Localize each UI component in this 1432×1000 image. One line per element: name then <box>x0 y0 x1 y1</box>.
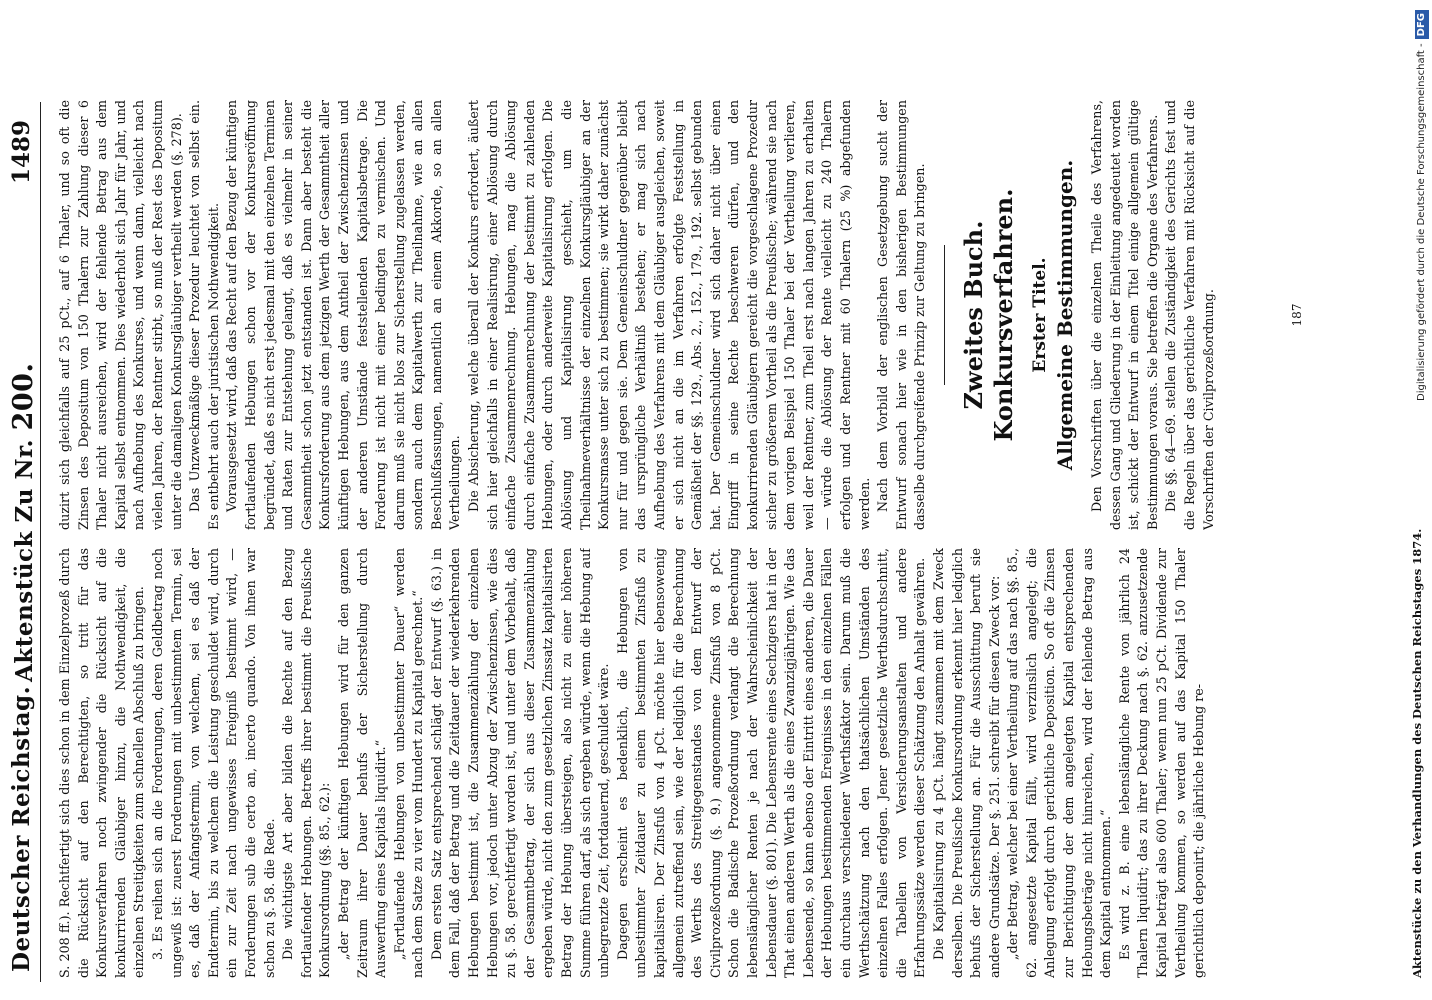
title-heading: Erster Titel. <box>1029 257 1050 373</box>
page-header <box>4 0 38 1000</box>
digitization-note <box>1412 0 1432 1000</box>
quote: „Fortlaufende Hebungen von unbestimmter Dauer“ werden nach dem Satze zu vier vom Hundert zu Kapital gerechnet.“ <box>391 548 426 978</box>
paragraph: Vorausgesetzt wird, daß das Recht auf den Bezug der künftigen fortlaufenden Hebungen schon vor der Konkurseröffnung begründet, daß es nicht erst jedesmal mit den einzelnen Terminen und Raten zur Entstehung gelangt, daß es vielmehr in seiner Gesammtheit schon jetzt entstanden ist. Dann aber besteht die Konkursforderung aus dem jetzigen Werth der Gesammtheit aller künftigen Hebungen, aus dem Antheil der Zwischenzinsen und der anderen Umstände feststellenden Kapitalsbetrage. Die Forderung ist nicht mit einer bedingten zu vermischen. Und darum muß sie nicht blos zur Sicherstellung zugelassen werden, sondern auch dem Kapitalwerth zur Theilnahme, wie an allen Beschlußfassungen, namentlich an einem Akkorde, so an allen Vertheilungen. <box>224 100 463 530</box>
page-footer: Aktenstücke zu den Verhandlungen des Deutschen Reichstages 1874. <box>1410 528 1424 978</box>
header-reference-number: 200. <box>8 362 39 431</box>
quote: „der Betrag der künftigen Hebungen wird für den ganzen Zeitraum ihrer Dauer behufs der Sicherstellung durch Auswerfung eines Kapitals liquidirt.“ <box>335 548 389 978</box>
paragraph: Nach dem Vorbild der englischen Gesetzgebung sucht der Entwurf sonach hier wie in den bisherigen Bestimmungen dasselbe durchgreifende Prinzip zur Geltung zu bringen. <box>875 100 928 530</box>
paragraph: duzirt sich gleichfalls auf 25 pCt., auf 6 Thaler, und so oft die Zinsen des Depositum von 150 Thalern zur Zahlung dieser 6 Thaler nicht ausreichen, wird der fehlende Betrag aus dem Kapital selbst entnommen. Dies wiederholt sich Jahr für Jahr, und nach Aufhebung des Konkurses, und wenn dann, vielleicht nach vielen Jahren, der Rentner stirbt, so muß der Rest des Depositum unter die damaligen Konkursgläubiger vertheilt werden (§. 278). <box>57 100 184 530</box>
paragraph: 3. Es reihen sich an die Forderungen, deren Geldbetrag noch ungewiß ist: zuerst Forderungen mit unbestimmtem Termin, sei es, daß der Anfangstermin, von welchem, sei es daß der Endtermin, bis zu welchem die Leistung geschuldet wird, durch ein zur Zeit nach ungewisses Ereigniß bestimmt wird, — Forderungen sub die certo an, incerto quando. Von ihnen war schon zu §. 58. die Rede. <box>149 548 277 978</box>
quote: „der Betrag, welcher bei einer Vertheilung auf das nach §§. 85., 62. angesetzte Kapital fällt, wird verzinslich angelegt; die Anlegung erfolgt durch gerichtliche Deposition. So oft die Zinsen zur Berichtigung der dem angelegten Kapital entsprechenden Hebungsbeträge nicht hinreichen, wird der fehlende Betrag aus dem Kapital entnommen.“ <box>1005 548 1114 978</box>
paragraph: Die wichtigste Art aber bilden die Rechte auf den Bezug fortlaufender Hebungen. Betreffs ihrer bestimmt die Preußische Konkursordnung (§§. 85., 62.): <box>280 548 333 978</box>
paragraph: Die Absicherung, welche überall der Konkurs erfordert, äußert sich hier gleichfalls in einer Realisirung, einer Ablösung durch einfache Zusammenrechnung. Hebungen, mag die Ablösung durch einfache Zusammenrechnung der bestimmt zu zahlenden Hebungen, oder durch anderweite Kapitalisirung erfolgen. Die Ablösung und Kapitalisirung geschieht, um die Theilnahmeverhältnisse der einzelnen Konkursgläubiger an der Konkursmasse unter sich zu bestimmen; sie wirkt daher zunächst nur für und gegen sie. Dem Gemeinschuldner gegenüber bleibt das ursprüngliche Verhältniß bestehen; er mag sich nach Aufhebung des Verfahrens mit dem Gläubiger ausgleichen, soweit er sich nicht an die im Verfahren erfolgte Feststellung in Gemäßheit der §§. 129., Abs. 2., 152., 179., 192. selbst gebunden hat. Der Gemeinschuldner wird sich daher nicht über einen Eingriff in seine Rechte beschweren dürfen, und den konkurrirenden Gläubigern gereicht die vorgeschlagene Prozedur sicher zu größerem Vortheil als die Preußische; während sie nach dem vorigen Beispiel 150 Thaler bei der Vertheilung verlieren, weil der Rentner, zum Theil erst nach langen Jahren zu erhalten — würde die Ablösung der Rente vielleicht zu 240 Thalern erfolgen und der Rentner mit 60 Thalern (25 %) abgefunden werden. <box>466 100 872 530</box>
left-column <box>56 548 1396 978</box>
paragraph: Die Kapitalisirung zu 4 pCt. hängt zusammen mit dem Zweck derselben. Die Preußische Konkursordnung erkennt hier lediglich behufs der Sicherstellung an. Für die Ausschüttung beruft sie andere Grundsätze. Der §. 251. schreibt für diesen Zweck vor: <box>930 548 1002 978</box>
paragraph: Dagegen erscheint es bedenklich, die Hebungen von unbestimmter Zeitdauer zu einem bestimmten Zinsfuß zu kapitalisiren. Der Zinsfuß von 4 pCt. möchte hier ebensowenig allgemein zutreffend sein, wie der lediglich für die Berechnung des Werths des Streitgegenstandes von dem Entwurf der Civilprozeßordnung (§. 9.) angenommene Zinsfuß von 8 pCt. Schon die Badische Prozeßordnung verlangt die Berechnung lebenslänglicher Renten je nach der Wahrscheinlichkeit der Lebensdauer (§. 801). Die Lebensrente eines Sechzigers hat in der That einen anderen Werth als die eines Zwanzigjährigen. Wie das Lebensende, so kann ebenso der Eintritt eines anderen, die Dauer der Hebungen bestimmenden Ereignisses in den einzelnen Fällen ein durchaus verschiedener Werthsfaktor sein. Darum muß die Werthschätzung nach den thatsächlichen Umständen des einzelnen Falles erfolgen. Jener gesetzliche Werthsdurchschnitt, die Tabellen von Versicherungsanstalten und andere Erfahrungssätze werden dieser Schätzung den Anhalt gewähren. <box>614 548 928 978</box>
right-column <box>56 100 1396 530</box>
paragraph: Dem ersten Satz entsprechend schlägt der Entwurf (§. 63.) in dem Fall, daß der Betrag und die Zeitdauer der wiederkehrenden Hebungen bestimmt ist, die Zusammenzählung der einzelnen Hebungen vor, jedoch unter Abzug der Zwischenzinsen, wie dies zu §. 58. gerechtfertigt worden ist, und unter dem Vorbehalt, daß der Gesammtbetrag, der sich aus dieser Zusammenzählung ergeben würde, nicht den zum gesetzlichen Zinssatz kapitalisirten Betrag der Hebung übersteigen, also nicht zu einer höheren Summe führen darf, als sich ergeben würde, wenn die Hebung auf unbegrenzte Zeit, fortdauernd, geschuldet wäre. <box>428 548 612 978</box>
page-number: 1489 <box>8 120 35 185</box>
paragraph: Es wird z. B. eine lebenslängliche Rente von jährlich 24 Thalern liquidirt; das zu ihrer Deckung nach §. 62. anzusetzende Kapital beträgt also 600 Thaler; wenn nun 25 pCt. Dividende zur Vertheilung kommen, so werden auf das Kapital 150 Thaler gerichtlich deponirt; die jährliche Hebung re- <box>1116 548 1207 978</box>
section-separator <box>944 245 945 385</box>
sheet-signature: 187 <box>1290 303 1304 327</box>
title-subheading: Allgemeine Bestimmungen. <box>1052 159 1077 471</box>
book-subheading: Konkursverfahren. <box>988 188 1018 442</box>
paragraph: Das Unzweckmäßige dieser Prozedur leuchtet von selbst ein. Es entbehrt auch der juristischen Nothwendigkeit. <box>187 100 221 530</box>
header-document-reference <box>8 363 39 682</box>
paragraph: Die §§. 64—69. stellen die Zuständigkeit des Gerichts fest und die Regeln über das gerichtliche Verfahren mit Rücksicht auf die Vorschriften der Civilprozeßordnung. <box>1163 100 1216 530</box>
book-heading: Zweites Buch. <box>958 220 988 410</box>
header-title: Deutscher Reichstag. <box>8 685 35 972</box>
digitization-note-text: Digitalisierung gefördert durch die Deutsche Forschungsgemeinschaft - <box>1416 43 1427 401</box>
dfg-badge: DFG <box>1415 10 1429 39</box>
header-reference-prefix: Aktenstück Zu Nr. <box>11 438 38 682</box>
paragraph: S. 208 ff.). Rechtfertigt sich dies schon in dem Einzelprozeß durch die Rücksicht auf den Berechtigten, so tritt für das Konkursverfahren noch zwingender die Rücksicht auf die konkurrirenden Gläubiger hinzu, die Nothwendigkeit, die einzelnen Streitigkeiten zum schnellen Abschluß zu bringen. <box>57 548 147 978</box>
paragraph: Den Vorschriften über die einzelnen Theile des Verfahrens, dessen Gang und Gliederung in der Einleitung angedeutet worden ist, schickt der Entwurf in einem Titel einige allgemein gültige Bestimmungen voraus. Sie betreffen die Organe des Verfahrens. <box>1089 100 1160 530</box>
header-rule <box>40 102 41 982</box>
